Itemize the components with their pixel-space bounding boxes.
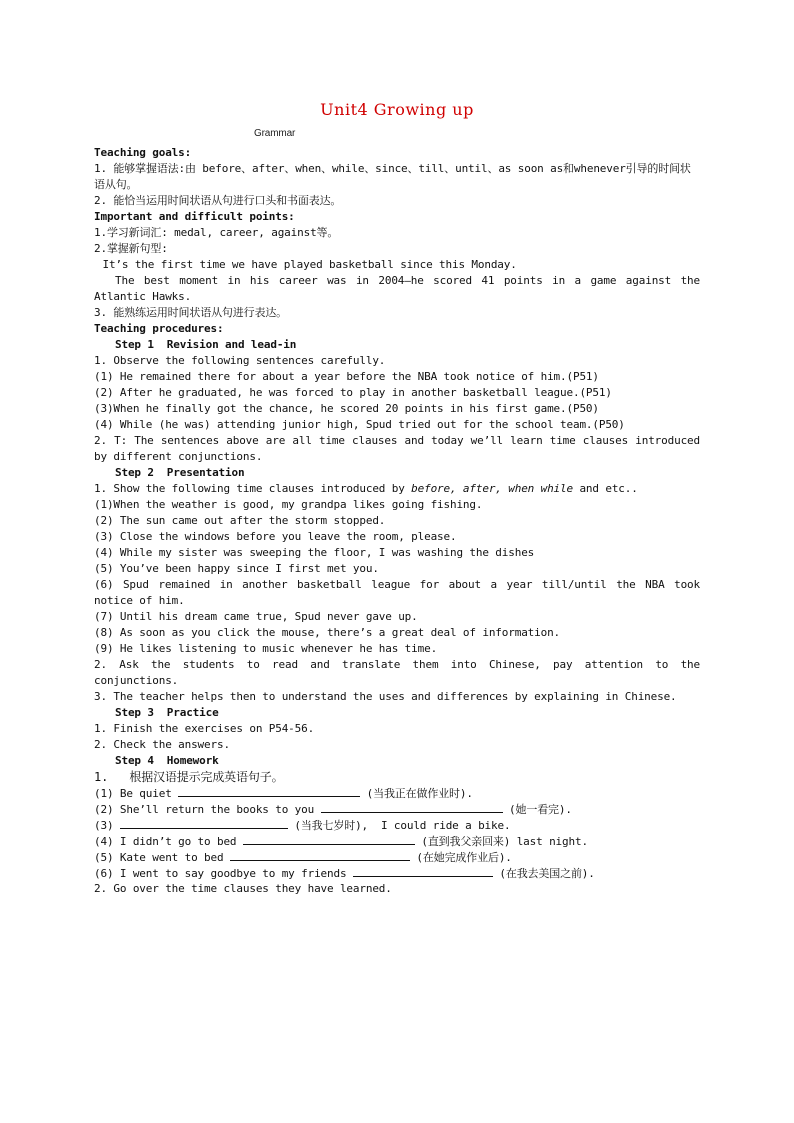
example-sentence: (3) Close the windows before you leave the room, please. — [94, 530, 457, 543]
list-item: 3. The teacher helps then to understand the uses and differences by explaining in Chinese. — [94, 690, 677, 703]
conjunction-list: before, after, when while — [411, 482, 573, 495]
list-item: 2. T: The sentences above are all time clauses and today we’ll learn time clauses introduced by different conjunctions. — [94, 434, 700, 463]
sentence-pattern-1: It’s the first time we have played basketball since this Monday. — [96, 258, 517, 271]
answer-blank[interactable] — [321, 801, 503, 813]
list-item: 1. Observe the following sentences carefully. — [94, 354, 386, 367]
step-heading: Step 3 Practice — [115, 706, 219, 719]
list-item: 2. Check the answers. — [94, 738, 230, 751]
goal-2: 2. 能恰当运用时间状语从句进行口头和书面表达。 — [94, 194, 342, 207]
intro-text: 1. Show the following time clauses introduced by — [94, 482, 412, 495]
point-1: 1.学习新词汇: medal, career, against等。 — [94, 226, 339, 239]
example-sentence: (8) As soon as you click the mouse, there’s a great deal of information. — [94, 626, 561, 639]
example-sentence: (5) You’ve been happy since I first met you. — [94, 562, 379, 575]
exercise-hint: (她一看完). — [502, 803, 572, 816]
exercise-text: (5) Kate went to bed — [94, 851, 230, 864]
example-sentence: (9) He likes listening to music whenever he has time. — [94, 642, 438, 655]
goal-1: 1. 能够掌握语法:由 before、after、when、while、since、till、until、as soon as和whenever引导的时间状语从句。 — [94, 162, 691, 191]
example-sentence: (3)When he finally got the chance, he scored 20 points in his first game.(P50) — [94, 402, 599, 415]
step-heading: Step 2 Presentation — [115, 466, 245, 479]
exercise-hint: (在我去美国之前). — [492, 867, 595, 880]
example-sentence: (4) While my sister was sweeping the floor, I was washing the dishes — [94, 546, 535, 559]
exercise-hint: (直到我父亲回来) last night. — [414, 835, 588, 848]
exercise-hint: (当我七岁时), I could ride a bike. — [287, 819, 511, 832]
exercise-item — [94, 817, 700, 833]
exercise-item — [94, 833, 700, 849]
page-title: Unit4 Growing up — [320, 100, 474, 119]
example-sentence: (2) The sun came out after the storm stopped. — [94, 514, 386, 527]
exercise-text: (3) — [94, 819, 120, 832]
exercise-hint: (当我正在做作业时). — [360, 787, 473, 800]
list-item: 2. Ask the students to read and translate them into Chinese, pay attention to the conjunctions. — [94, 658, 700, 687]
answer-blank[interactable] — [243, 833, 415, 845]
list-item: 2. Go over the time clauses they have learned. — [94, 882, 392, 895]
exercise-item — [94, 849, 700, 865]
exercise-item — [94, 865, 700, 881]
point-2: 2.掌握新句型: — [94, 242, 168, 255]
example-sentence: (1)When the weather is good, my grandpa likes going fishing. — [94, 498, 483, 511]
exercise-hint: (在她完成作业后). — [409, 851, 512, 864]
section-heading: Teaching goals: — [94, 146, 192, 159]
step-heading: Step 4 Homework — [115, 754, 219, 767]
section-heading: Teaching procedures: — [94, 322, 224, 335]
exercise-text: (6) I went to say goodbye to my friends — [94, 867, 353, 880]
intro-text: and etc.. — [572, 482, 638, 495]
example-sentence: (6) Spud remained in another basketball league for about a year till/until the NBA took notice of him. — [94, 578, 700, 607]
answer-blank[interactable] — [230, 849, 410, 861]
exercise-text: (1) Be quiet — [94, 787, 179, 800]
list-item — [94, 481, 700, 497]
example-sentence: (2) After he graduated, he was forced to play in another basketball league.(P51) — [94, 386, 612, 399]
list-item: 1. 根据汉语提示完成英语句子。 — [94, 770, 284, 784]
point-3: 3. 能熟练运用时间状语从句进行表达。 — [94, 306, 288, 319]
exercise-item — [94, 801, 700, 817]
answer-blank[interactable] — [353, 865, 493, 877]
exercise-item — [94, 785, 700, 801]
page-subtitle: Grammar — [254, 128, 296, 139]
exercise-text: (4) I didn’t go to bed — [94, 835, 243, 848]
sentence-pattern-2: The best moment in his career was in 2004—he scored 41 points in a game against the Atlantic Hawks. — [94, 274, 700, 303]
example-sentence: (4) While (he was) attending junior high, Spud tried out for the school team.(P50) — [94, 418, 625, 431]
document-body — [94, 145, 700, 897]
example-sentence: (1) He remained there for about a year before the NBA took notice of him.(P51) — [94, 370, 599, 383]
answer-blank[interactable] — [178, 785, 360, 797]
answer-blank[interactable] — [120, 817, 288, 829]
step-heading: Step 1 Revision and lead-in — [115, 338, 297, 351]
exercise-text: (2) She’ll return the books to you — [94, 803, 321, 816]
section-heading: Important and difficult points: — [94, 210, 295, 223]
example-sentence: (7) Until his dream came true, Spud never gave up. — [94, 610, 418, 623]
list-item: 1. Finish the exercises on P54-56. — [94, 722, 315, 735]
